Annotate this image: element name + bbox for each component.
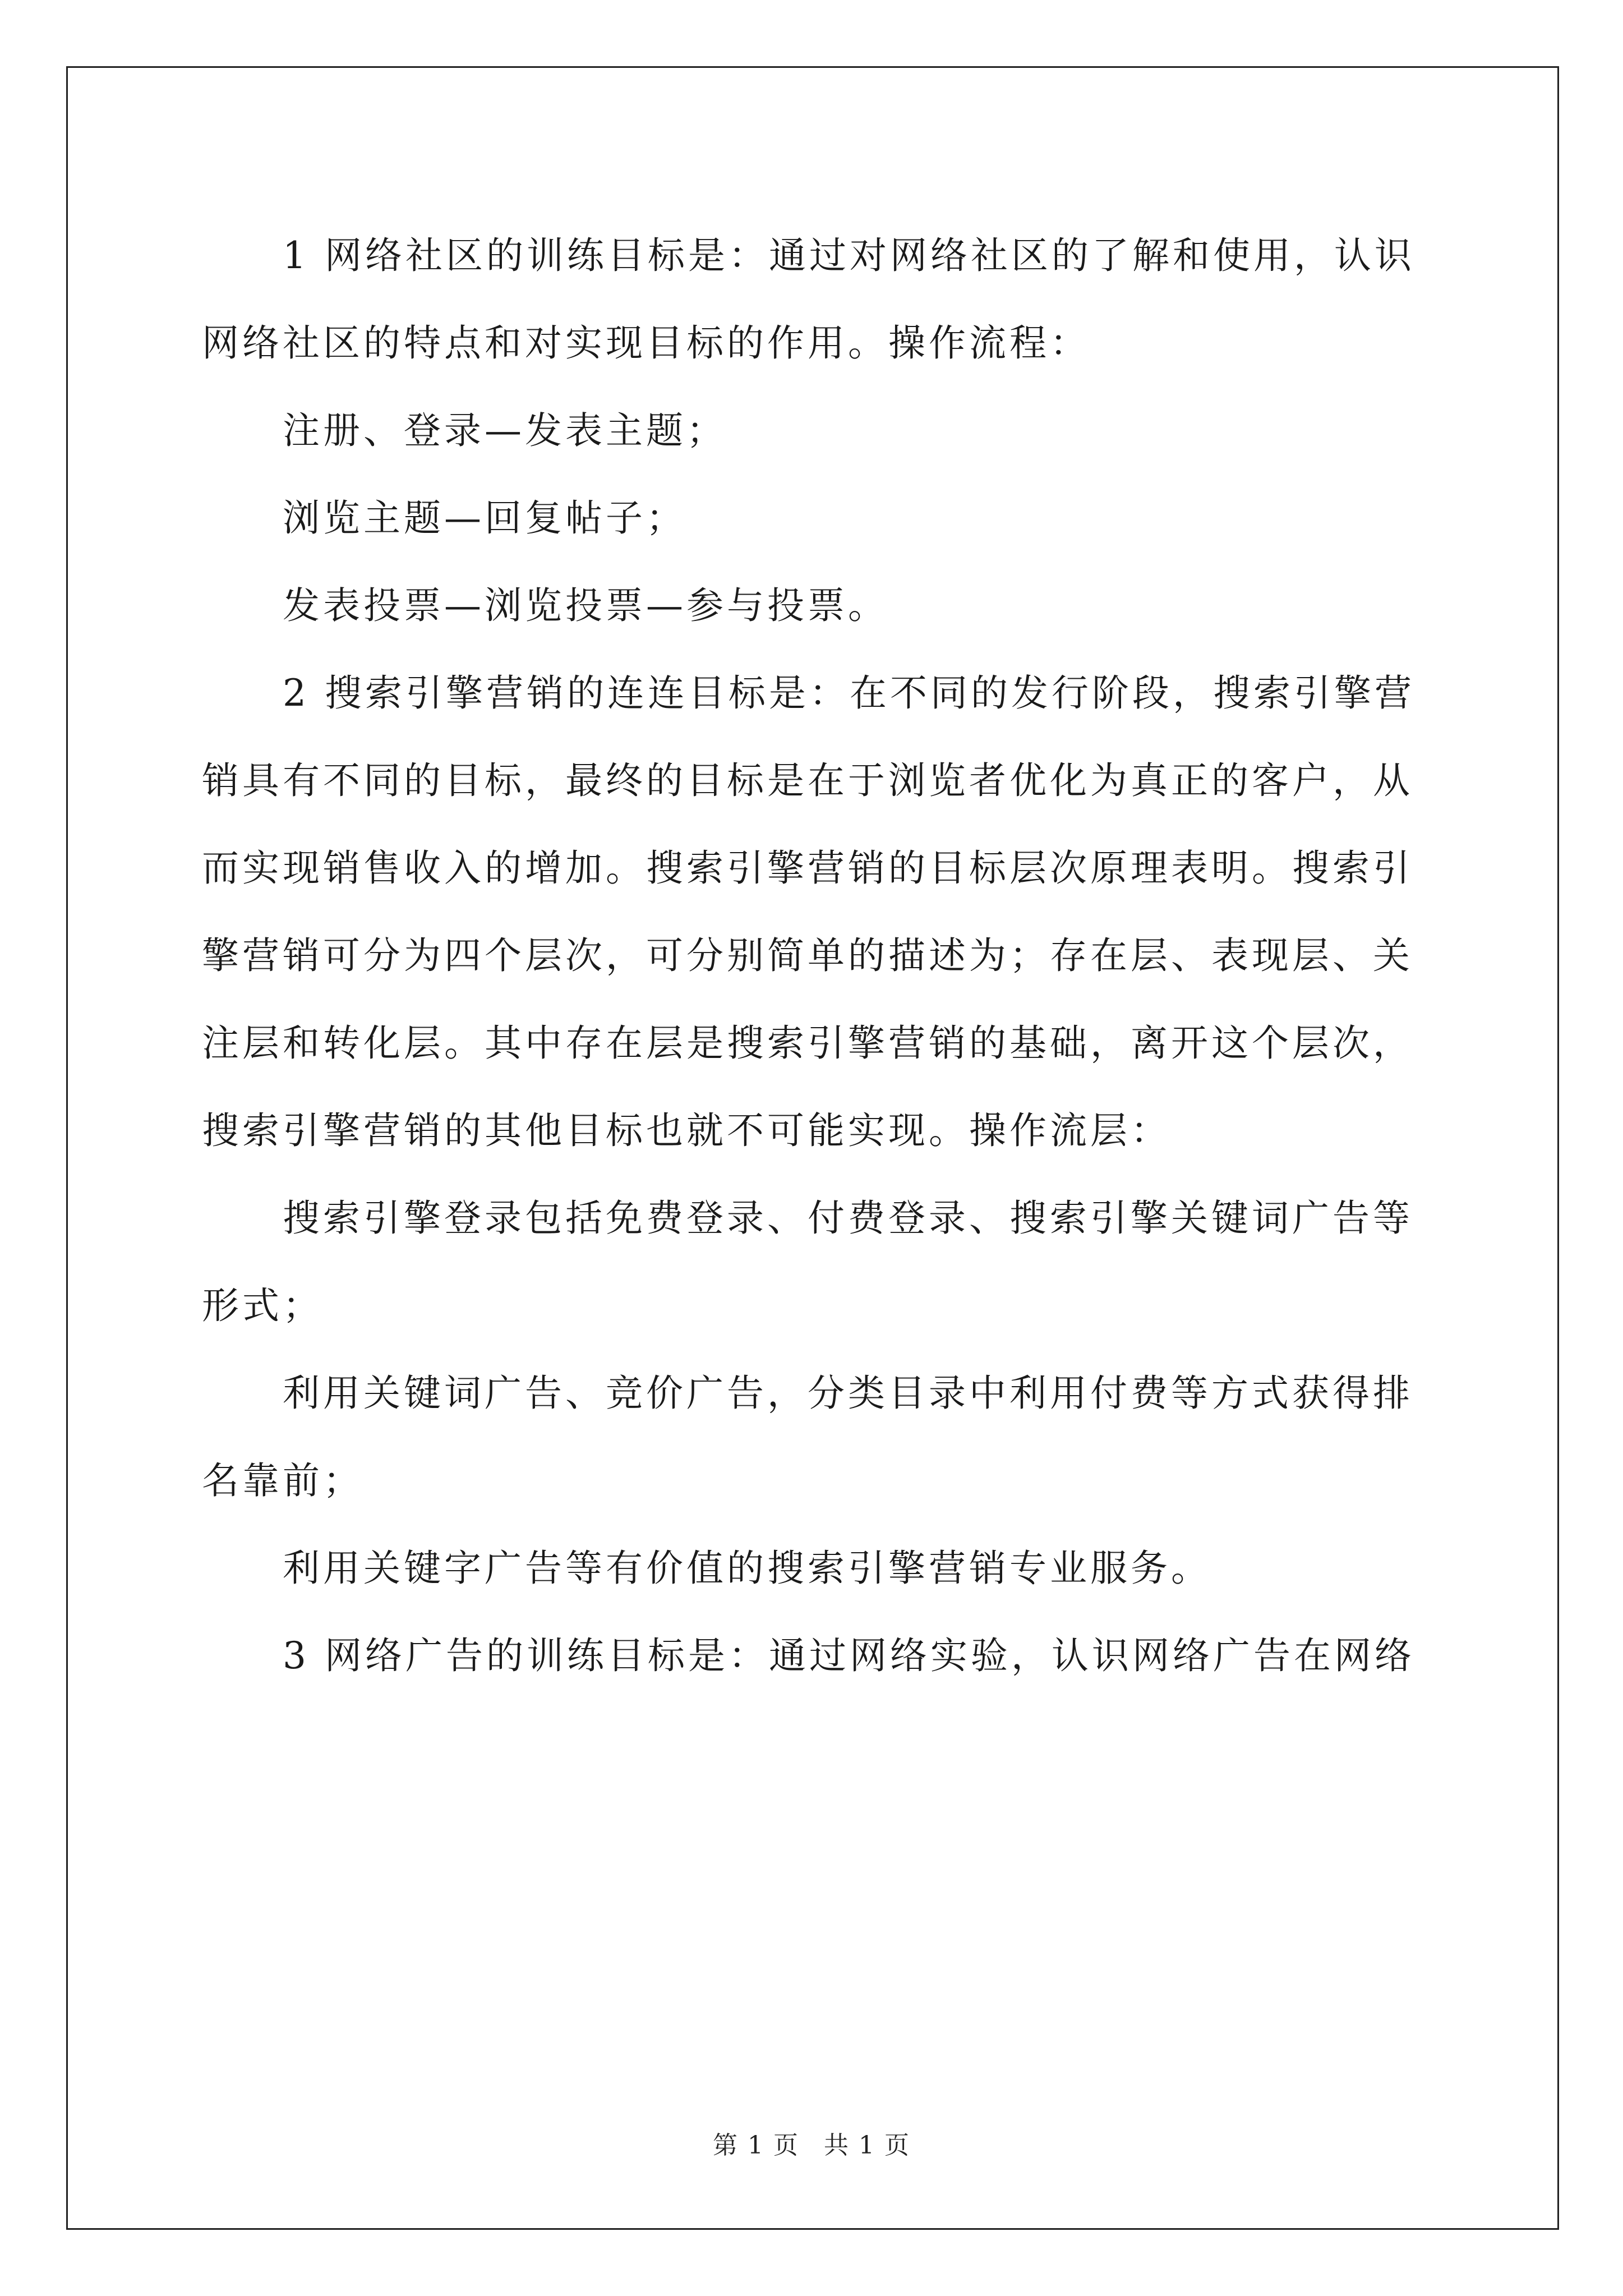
text-line: 网络社区的特点和对实现目标的作用。操作流程：	[202, 321, 1090, 365]
document-body	[202, 212, 1430, 1700]
paragraph-3	[202, 475, 1430, 562]
text-line: 1 网络社区的训练目标是：通过对网络社区的了解和使用，认识	[283, 234, 1415, 277]
page-number-current: 第 1 页	[713, 2131, 799, 2160]
text-line: 2 搜索引擎营销的连连目标是：在不同的发行阶段，搜索引擎营	[283, 671, 1415, 715]
paragraph-4	[202, 562, 1430, 650]
text-line: 搜索引擎营销的其他目标也就不可能实现。操作流层：	[202, 1109, 1171, 1152]
text-line: 注册、登录—发表主题；	[283, 409, 727, 452]
paragraph-9	[202, 1612, 1430, 1700]
text-line: 名靠前；	[202, 1459, 363, 1502]
text-line: 形式；	[202, 1284, 323, 1327]
text-line: 利用关键词广告、竞价广告，分类目录中利用付费等方式获得排	[283, 1372, 1413, 1415]
text-line: 搜索引擎登录包括免费登录、付费登录、搜索引擎关键词广告等	[283, 1197, 1413, 1240]
paragraph-6	[202, 1175, 1430, 1350]
text-line: 3 网络广告的训练目标是：通过网络实验，认识网络广告在网络	[283, 1634, 1415, 1677]
page-number-total: 共 1 页	[824, 2131, 910, 2160]
paragraph-7	[202, 1350, 1430, 1525]
paragraph-2	[202, 387, 1430, 475]
paragraph-5	[202, 650, 1430, 1175]
text-line: 擎营销可分为四个层次，可分别简单的描述为；存在层、表现层、关	[202, 934, 1413, 977]
page-footer	[0, 2129, 1623, 2162]
text-line: 浏览主题—回复帖子；	[283, 496, 686, 540]
text-line: 发表投票—浏览投票—参与投票。	[283, 584, 888, 627]
text-line: 而实现销售收入的增加。搜索引擎营销的目标层次原理表明。搜索引	[202, 846, 1413, 890]
text-line: 利用关键字广告等有价值的搜索引擎营销专业服务。	[283, 1547, 1211, 1590]
text-line: 注层和转化层。其中存在层是搜索引擎营销的基础，离开这个层次，	[202, 1022, 1413, 1065]
paragraph-8	[202, 1525, 1430, 1612]
paragraph-1	[202, 212, 1430, 387]
text-line: 销具有不同的目标，最终的目标是在于浏览者优化为真正的客户，从	[202, 759, 1413, 802]
